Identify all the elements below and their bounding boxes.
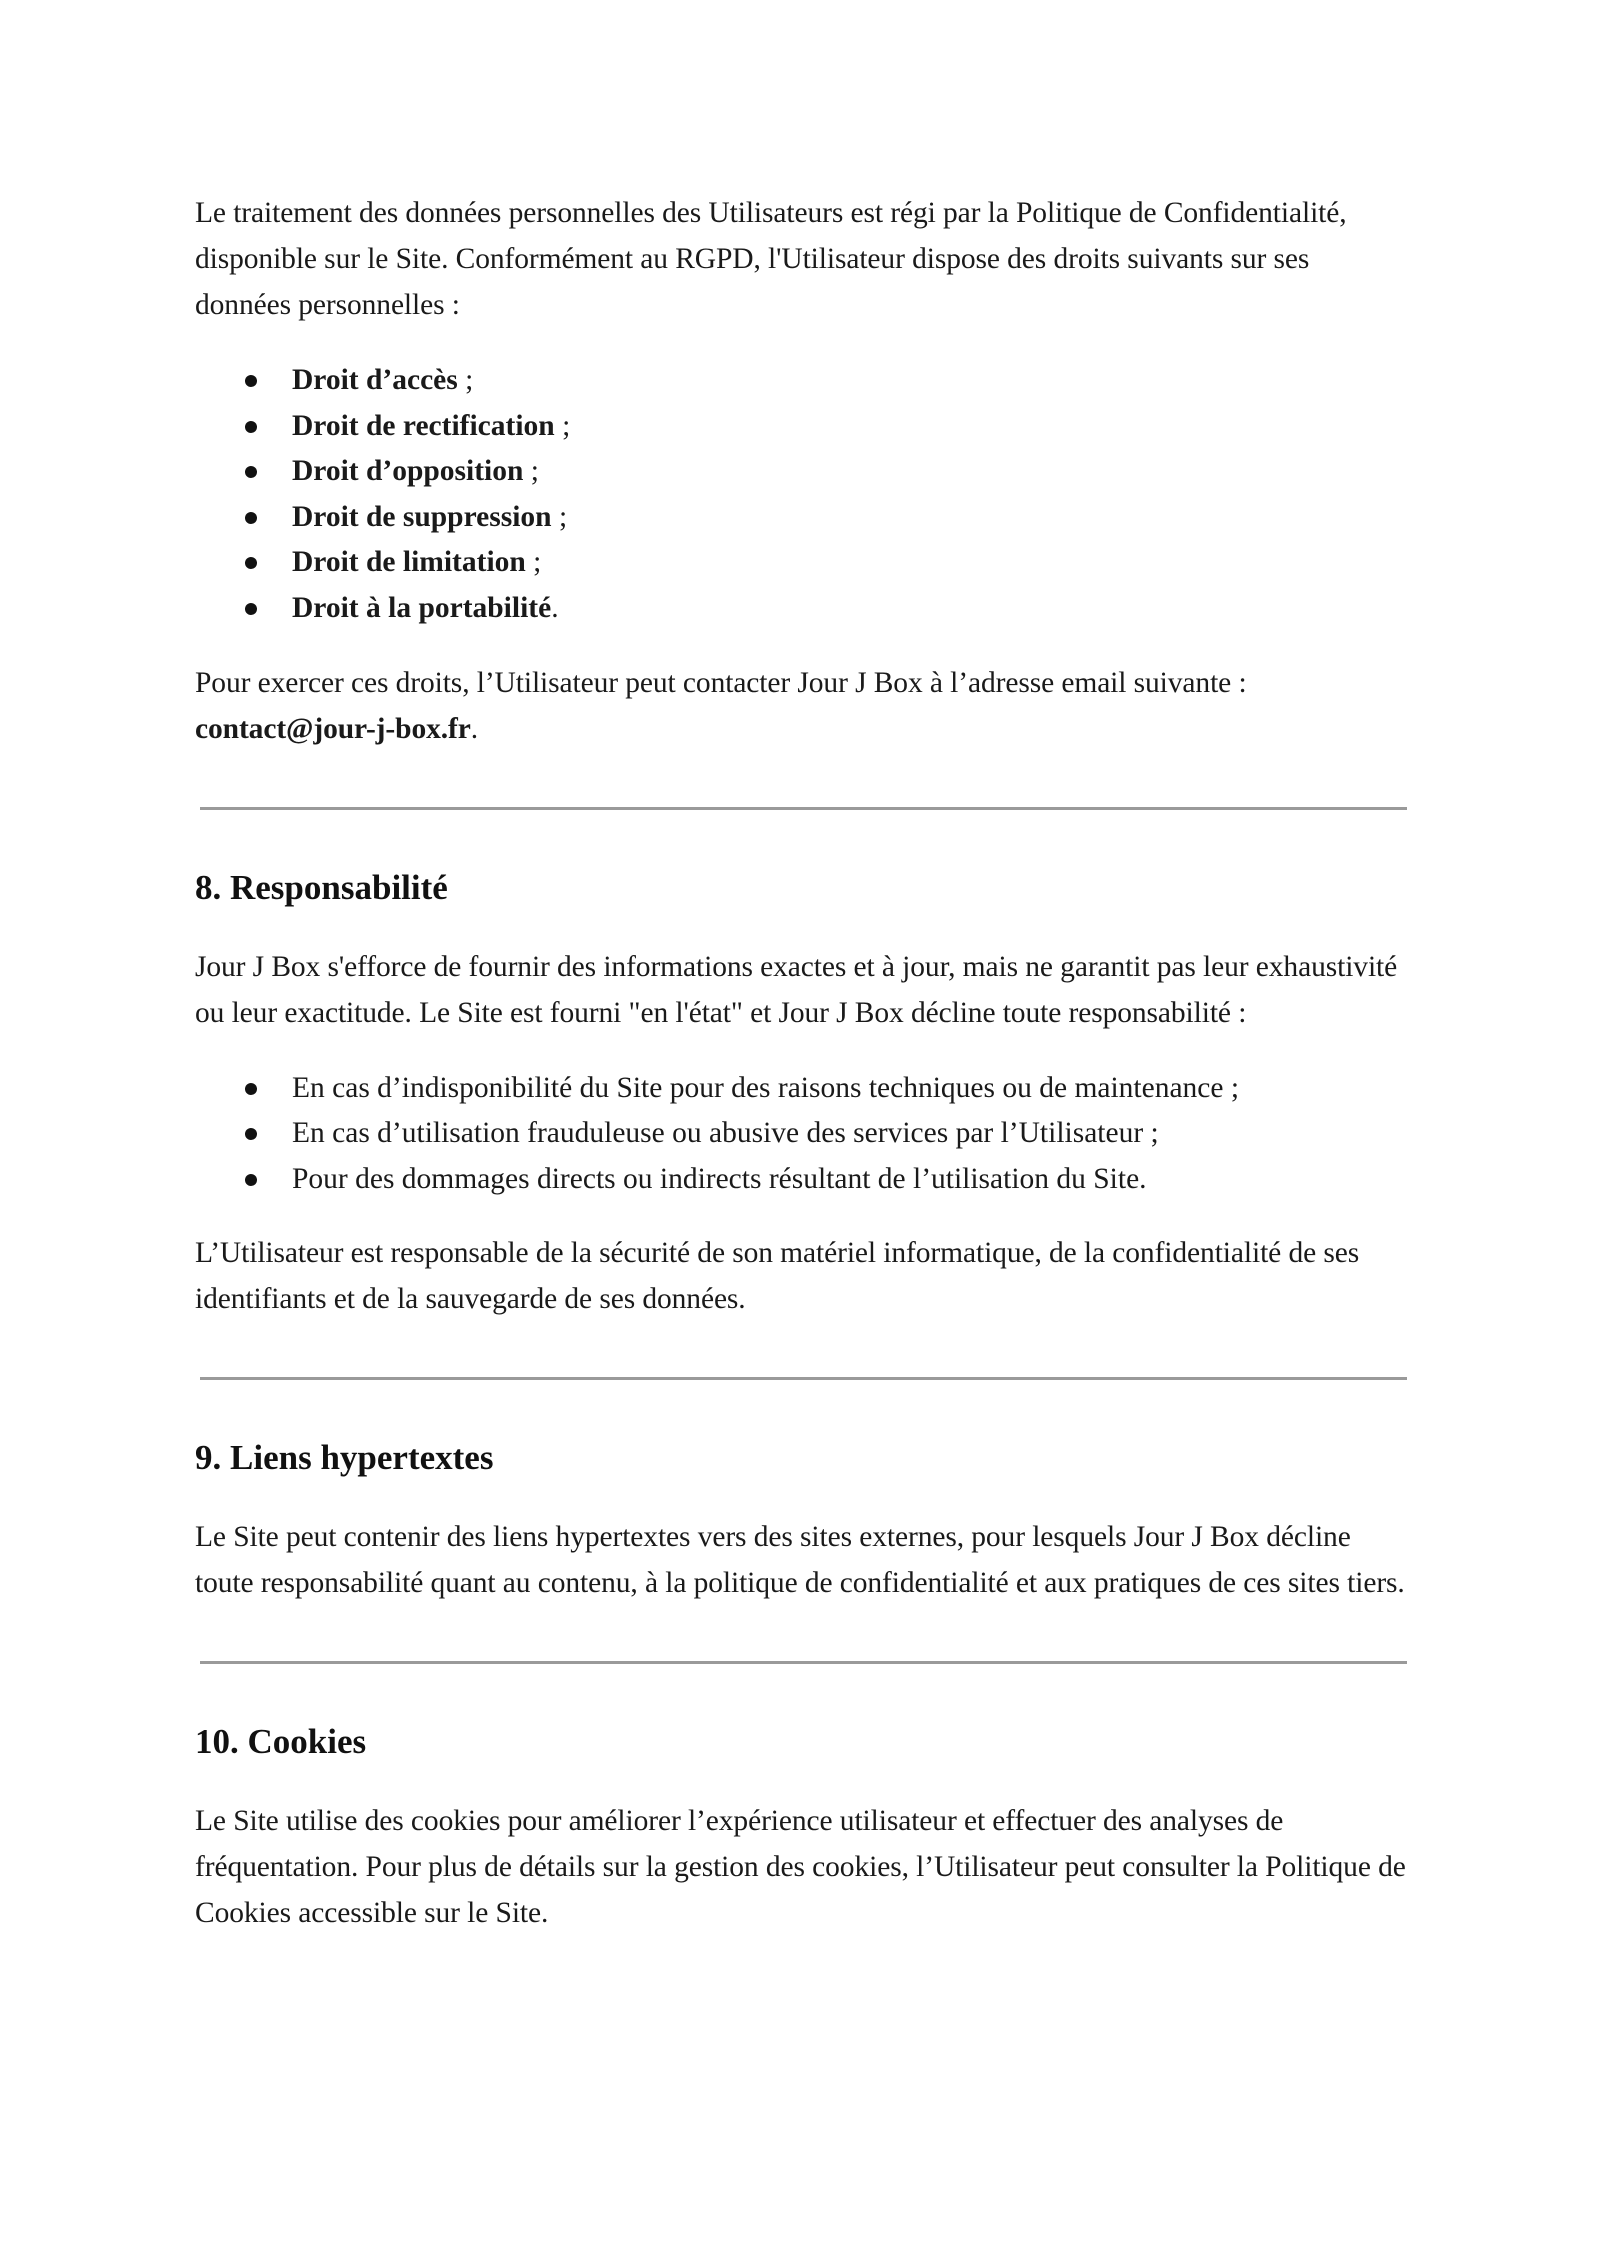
list-item-text: En cas d’utilisation frauduleuse ou abusive des services par l’Utilisateur ; [292, 1117, 1159, 1150]
list-item [195, 449, 1410, 495]
data-processing-paragraph: Le traitement des données personnelles des Utilisateurs est régi par la Politique de Confidentialité, disponible sur le Site. Conformément au RGPD, l'Utilisateur dispose des droits suivants sur ses données personnelles : [195, 197, 1347, 321]
list-item [195, 1066, 1410, 1112]
right-suffix: ; [457, 364, 474, 396]
responsabilite-paragraph: Jour J Box s'efforce de fournir des informations exactes et à jour, mais ne garantit pas leur exhaustivité ou leur exactitude. Le Site est fourni "en l'état" et Jour J Box décline toute responsabilité : [195, 950, 1398, 1029]
contact-suffix: . [470, 712, 479, 745]
list-item [195, 1111, 1410, 1157]
right-name: Droit d’accès [292, 364, 458, 396]
contact-text: Pour exercer ces droits, l’Utilisateur peut contacter Jour J Box à l’adresse email suivante : [195, 666, 1247, 699]
bullet-icon [245, 1083, 257, 1095]
document-page [195, 190, 1410, 1936]
bullet-icon [245, 421, 257, 433]
section-title-liens-hypertextes: 9. Liens hypertextes [195, 1438, 494, 1478]
right-name: Droit d’opposition [292, 455, 524, 488]
right-suffix: ; [551, 500, 568, 533]
right-suffix: . [551, 591, 559, 624]
list-item [195, 540, 1410, 586]
list-item [195, 495, 1410, 541]
right-name: Droit à la portabilité [292, 591, 552, 624]
bullet-icon [245, 1128, 257, 1140]
contact-paragraph [195, 660, 1410, 752]
contact-email-link[interactable]: contact@jour-j-box.fr [195, 712, 471, 745]
bullet-icon [245, 557, 257, 569]
liability-list [195, 1066, 1410, 1203]
right-suffix: ; [554, 409, 571, 442]
right-name: Droit de rectification [292, 409, 555, 442]
list-item [195, 1157, 1410, 1203]
bullet-icon [245, 375, 257, 387]
bullet-icon [245, 512, 257, 524]
section-title-cookies: 10. Cookies [195, 1722, 367, 1762]
list-item-text: Pour des dommages directs ou indirects résultant de l’utilisation du Site. [292, 1162, 1147, 1195]
right-name: Droit de limitation [292, 546, 526, 579]
bullet-icon [245, 1174, 257, 1186]
bullet-icon [245, 466, 257, 478]
list-item [195, 358, 1410, 404]
right-suffix: ; [523, 455, 539, 488]
right-suffix: ; [525, 546, 542, 579]
section-title-responsabilite: 8. Responsabilité [195, 867, 448, 907]
liens-paragraph: Le Site peut contenir des liens hypertextes vers des sites externes, pour lesquels Jour J Box décline toute responsabilité quant au contenu, à la politique de confidentialité et aux pratiques de ces sites tiers. [195, 1521, 1405, 1600]
right-name: Droit de suppression [292, 500, 552, 533]
list-item [195, 586, 1410, 632]
rights-list [195, 358, 1410, 632]
responsabilite-closing-paragraph: L’Utilisateur est responsable de la sécurité de son matériel informatique, de la confidentialité de ses identifiants et de la sauvegarde de ses données. [195, 1237, 1360, 1316]
bullet-icon [245, 603, 257, 615]
cookies-paragraph: Le Site utilise des cookies pour améliorer l’expérience utilisateur et effectuer des analyses de fréquentation. Pour plus de détails sur la gestion des cookies, l’Utilisateur peut consulter la Politique de Cookies accessible sur le Site. [195, 1805, 1406, 1930]
list-item-text: En cas d’indisponibilité du Site pour des raisons techniques ou de maintenance ; [292, 1071, 1240, 1104]
list-item [195, 404, 1410, 450]
